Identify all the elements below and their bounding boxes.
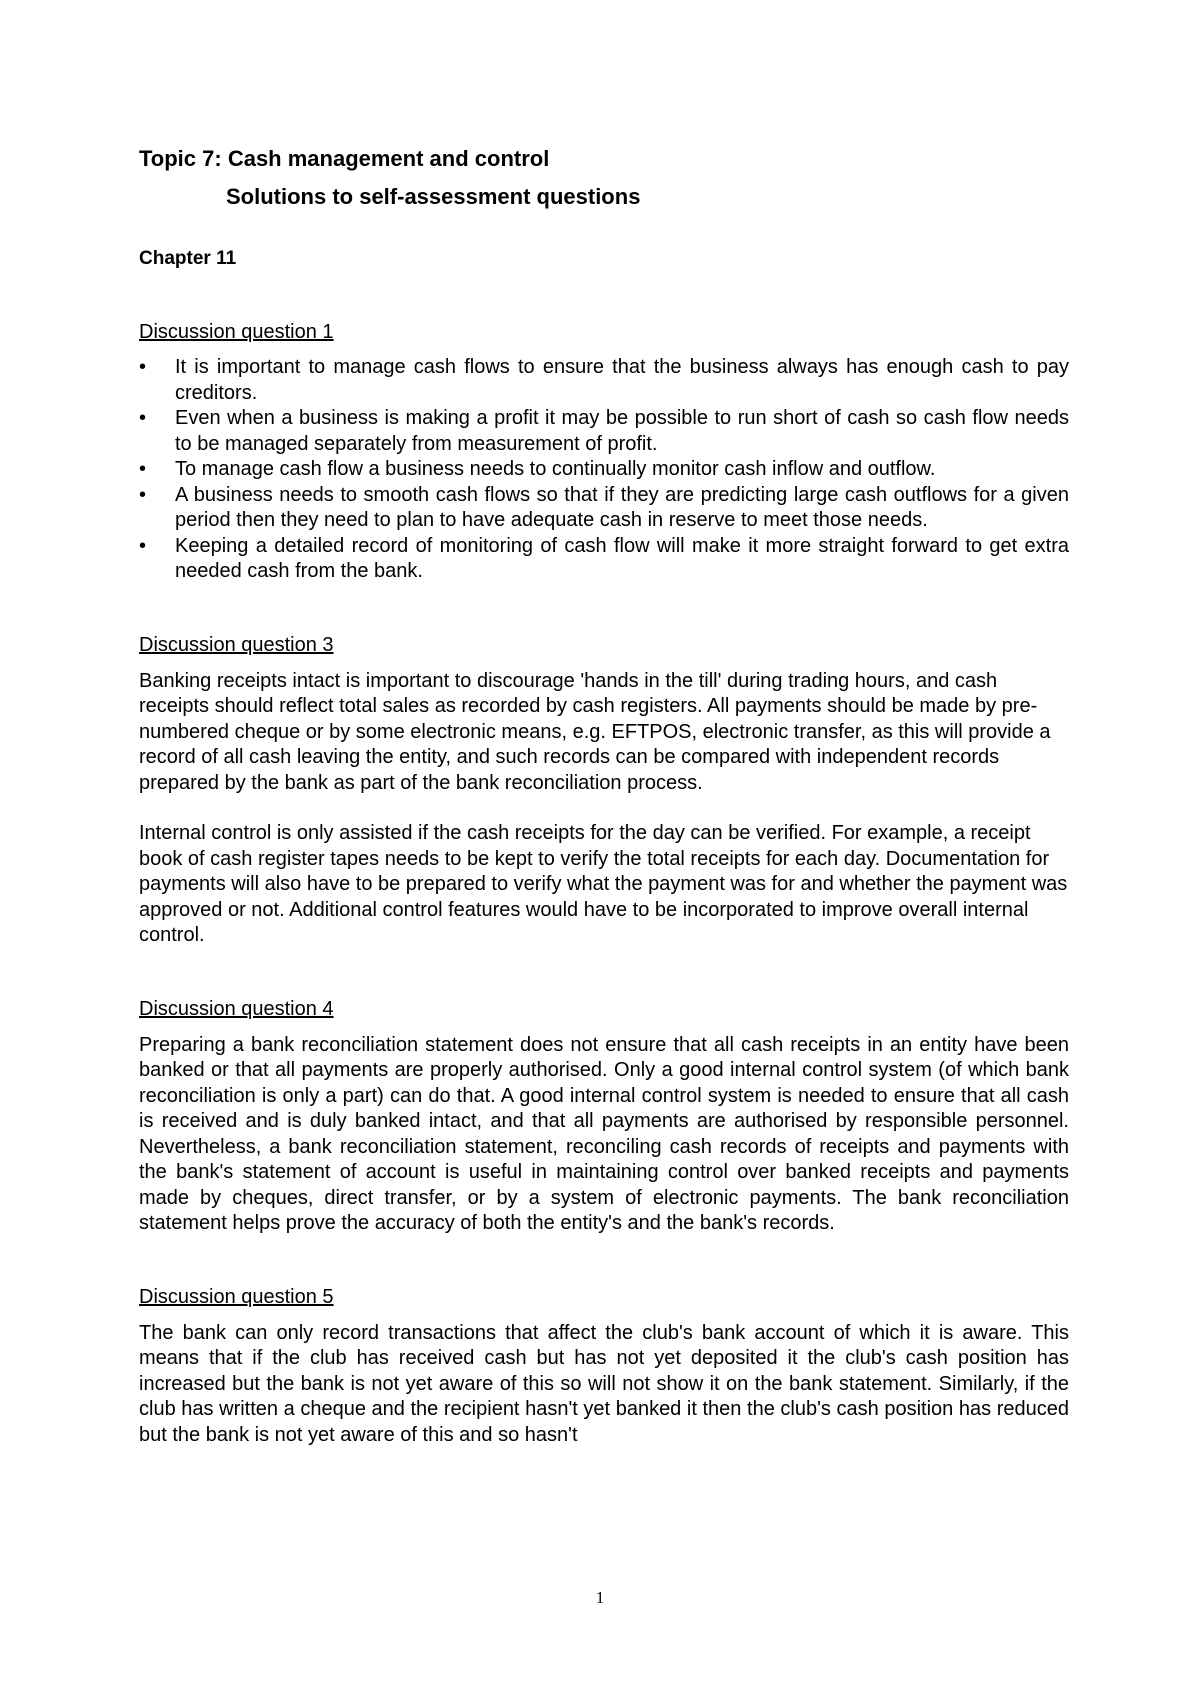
section-heading-q4: Discussion question 4 — [139, 997, 334, 1020]
document-title: Topic 7: Cash management and control — [139, 146, 550, 171]
paragraph: Banking receipts intact is important to discourage 'hands in the till' during trading hours, and cash receipts should reflect total sales as recorded by cash registers. All payments should be made by pre-numbered cheque or by some electronic means, e.g. EFTPOS, electronic transfer, as this will provide a record of all cash leaving the entity, and such records can be compared with independent records prepared by the bank as part of the bank reconciliation process. — [139, 669, 1051, 794]
list-item — [139, 457, 1069, 483]
bullet-icon: • — [139, 534, 147, 557]
bullet-icon: • — [139, 458, 147, 480]
section-discussion-question-1 — [139, 320, 1069, 585]
section-heading-q5: Discussion question 5 — [139, 1285, 334, 1308]
page-number: 1 — [595, 1588, 605, 1607]
section-discussion-question-4 — [139, 997, 1069, 1237]
list-item — [139, 534, 1069, 585]
list-item-text: Even when a business is making a profit it may be possible to run short of cash so cash flow needs to be managed separately from measurement of profit. — [175, 407, 1069, 455]
bullet-icon: • — [139, 407, 147, 429]
list-item — [139, 406, 1069, 457]
bullet-list-q1 — [139, 355, 1069, 585]
paragraph: The bank can only record transactions that affect the club's bank account of which it is aware. This means that if the club has received cash but has not yet deposited it the club's cash position has increased but the bank is not yet aware of this so will not show it on the bank statement. Similarly, if the club has written a cheque and the recipient hasn't yet banked it then the club's cash position has reduced but the bank is not yet aware of this and so hasn't — [139, 1321, 1069, 1446]
section-heading-q1: Discussion question 1 — [139, 321, 334, 343]
chapter-heading: Chapter 11 — [139, 248, 237, 269]
page-content — [139, 145, 1069, 1448]
list-item — [139, 355, 1069, 406]
list-item-text: Keeping a detailed record of monitoring of cash flow will make it more straight forward to get extra needed cash from the bank. — [175, 534, 1069, 582]
bullet-icon: • — [139, 356, 147, 378]
list-item-text: It is important to manage cash flows to ensure that the business always has enough cash to pay creditors. — [175, 356, 1069, 404]
list-item-text: A business needs to smooth cash flows so that if they are predicting large cash outflows for a given period then they need to plan to have adequate cash in reserve to meet those needs. — [175, 483, 1069, 531]
paragraph: Preparing a bank reconciliation statement does not ensure that all cash receipts in an entity have been banked or that all payments are properly authorised. Only a good internal control system (of which bank reconciliation is only a part) can do that. A good internal control system is needed to ensure that all cash is received and is duly banked intact, and that all payments are authorised by responsible personnel. Nevertheless, a bank reconciliation statement, reconciling cash records of receipts and payments with the bank's statement of account is useful in maintaining control over banked receipts and payments made by cheques, direct transfer, or by a system of electronic payments. The bank reconciliation statement helps prove the accuracy of both the entity's and the bank's records. — [139, 1033, 1069, 1234]
section-discussion-question-3 — [139, 633, 1069, 949]
list-item-text: To manage cash flow a business needs to continually monitor cash inflow and outflow. — [175, 458, 936, 480]
bullet-icon: • — [139, 483, 147, 506]
document-subtitle: Solutions to self-assessment questions — [226, 184, 641, 209]
paragraph: Internal control is only assisted if the cash receipts for the day can be verified. For example, a receipt book of cash register tapes needs to be kept to verify the total receipts for each day. Documentation for payments will also have to be prepared to verify what the payment was for and whether the payment was approved or not. Additional control features would have to be incorporated to improve overall internal control. — [139, 822, 1068, 946]
section-heading-q3: Discussion question 3 — [139, 633, 334, 656]
section-discussion-question-5 — [139, 1285, 1069, 1449]
list-item — [139, 483, 1069, 534]
